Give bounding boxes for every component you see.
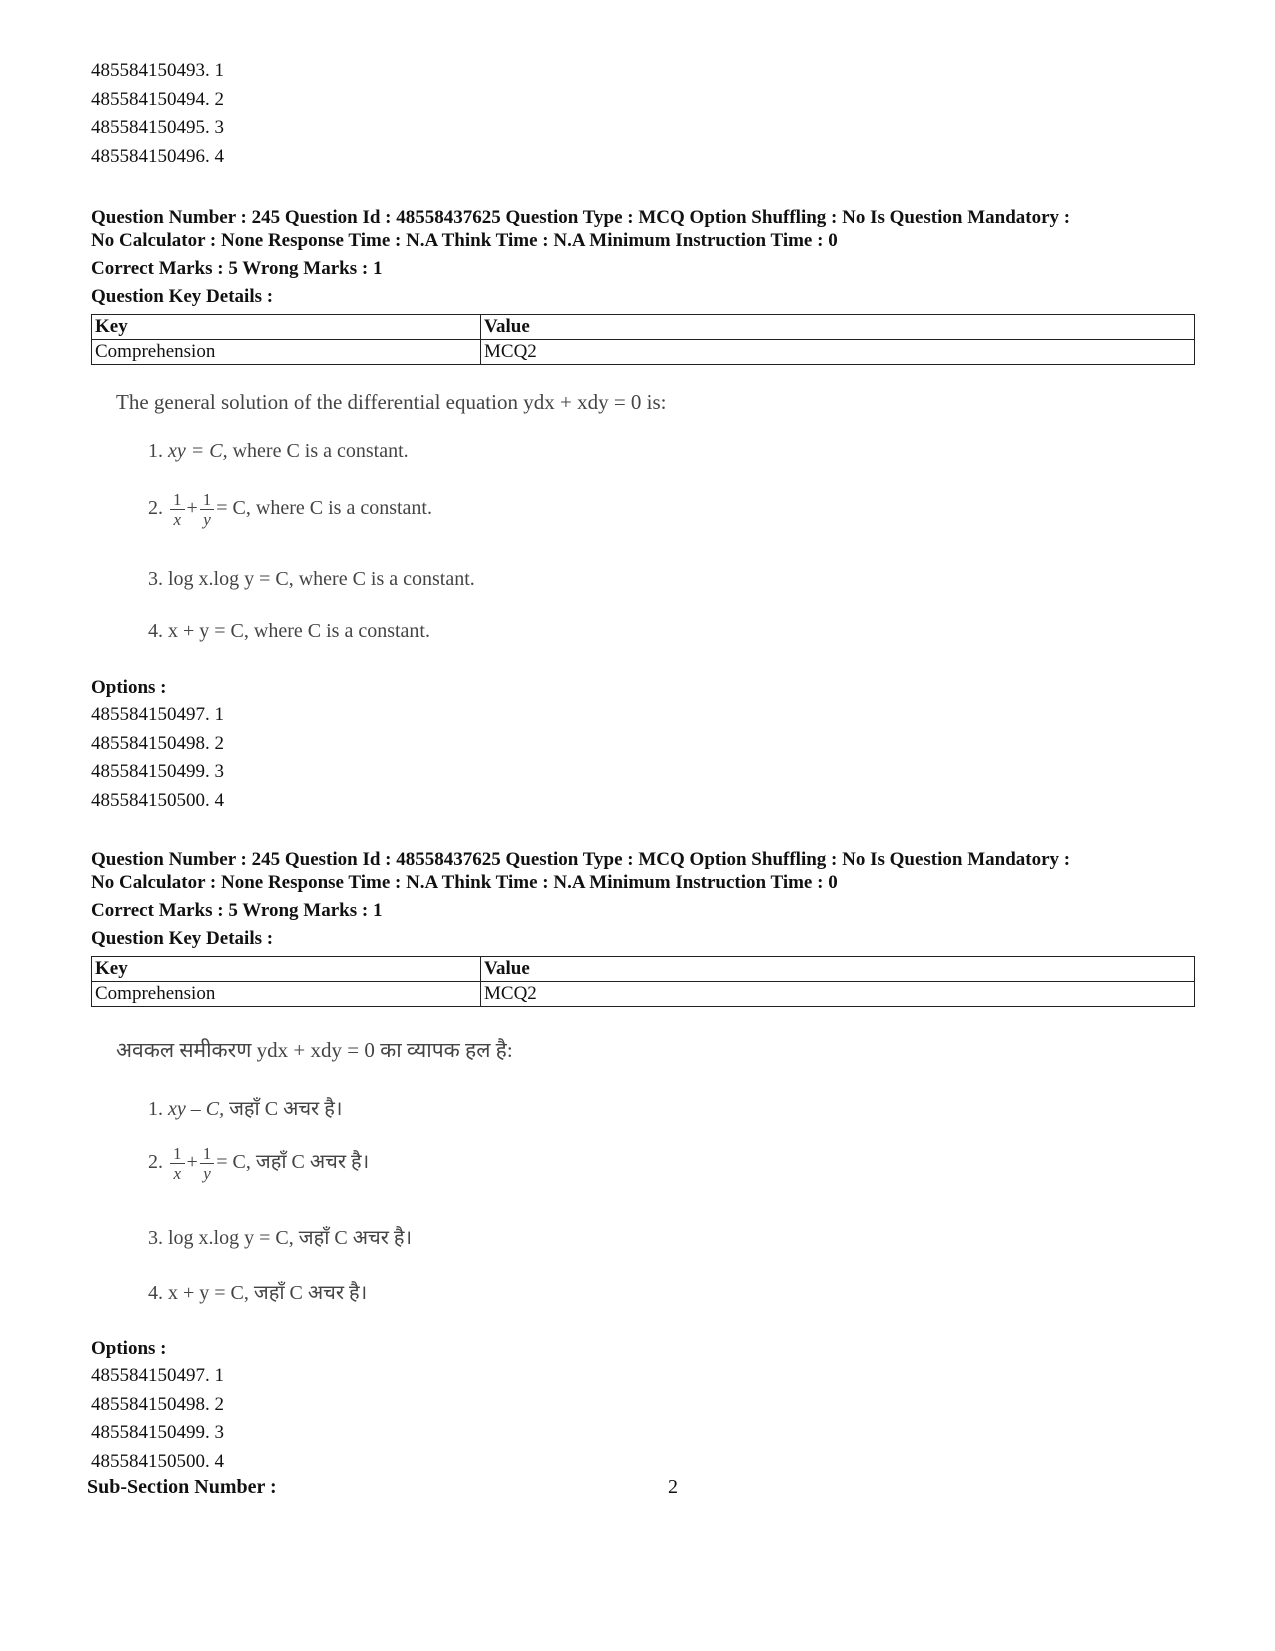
choice-4: 4. x + y = C, जहाँ C अचर है।: [148, 1282, 368, 1304]
choice-2: 2. $\frac{1}{x}$ + $\frac{1}{y}$ = C, जहाँ C अचर है।: [148, 1144, 370, 1183]
choice-1: 1. xy = C, where C is a constant.: [148, 440, 409, 462]
option-item: 485584150497. 1: [91, 1365, 224, 1386]
question-marks: Correct Marks : 5 Wrong Marks : 1: [91, 258, 383, 279]
option-item: 485584150500. 4: [91, 1450, 224, 1472]
question-image: [116, 390, 756, 670]
choice-1: 1. xy – C, जहाँ C अचर है।: [148, 1098, 343, 1120]
question-key-table: [91, 956, 1195, 1007]
table-cell-key: Comprehension: [92, 340, 481, 365]
question-header-line2: No Calculator : None Response Time : N.A Think Time : N.A Minimum Instruction Time : 0: [91, 872, 838, 893]
question-key-details-label: Question Key Details :: [91, 928, 274, 949]
table-header-value: Value: [481, 957, 1195, 982]
question-key-details-label: Question Key Details :: [91, 286, 274, 307]
option-item: 485584150499. 3: [91, 1422, 224, 1443]
choice-3: 3. log x.log y = C, where C is a constant.: [148, 568, 475, 590]
question-header-line1: Question Number : 245 Question Id : 48558437625 Question Type : MCQ Option Shuffling : No Is Question Mandatory :: [91, 207, 1071, 228]
subsection-label: Sub-Section Number :: [87, 1476, 277, 1498]
question-stem: अवकल समीकरण ydx + xdy = 0 का व्यापक हल है:: [116, 1038, 513, 1062]
option-item: 485584150497. 1: [91, 704, 224, 725]
table-cell-key: Comprehension: [92, 982, 481, 1007]
page-number: 2: [668, 1476, 678, 1498]
options-list: [91, 1362, 224, 1476]
table-header-key: Key: [92, 957, 481, 982]
question-header-line1: Question Number : 245 Question Id : 48558437625 Question Type : MCQ Option Shuffling : No Is Question Mandatory :: [91, 849, 1071, 870]
option-item: 485584150495. 3: [91, 117, 224, 138]
option-item: 485584150493. 1: [91, 60, 224, 81]
options-label: Options :: [91, 1338, 167, 1359]
question-header-line2: No Calculator : None Response Time : N.A Think Time : N.A Minimum Instruction Time : 0: [91, 230, 838, 251]
options-label: Options :: [91, 677, 167, 698]
option-item: 485584150494. 2: [91, 88, 224, 110]
choice-2: 2. $\frac{1}{x}$ + $\frac{1}{y}$ = C, where C is a constant.: [148, 490, 432, 529]
table-header-key: Key: [92, 315, 481, 340]
option-item: 485584150500. 4: [91, 789, 224, 811]
top-options-list: [91, 57, 224, 171]
option-item: 485584150498. 2: [91, 732, 224, 754]
table-cell-value: MCQ2: [481, 982, 1195, 1007]
question-image: [116, 1036, 676, 1316]
choice-3: 3. log x.log y = C, जहाँ C अचर है।: [148, 1227, 413, 1249]
option-item: 485584150498. 2: [91, 1393, 224, 1415]
question-stem: The general solution of the differential equation ydx + xdy = 0 is:: [116, 390, 667, 414]
question-marks: Correct Marks : 5 Wrong Marks : 1: [91, 900, 383, 921]
option-item: 485584150496. 4: [91, 145, 224, 167]
choice-4: 4. x + y = C, where C is a constant.: [148, 620, 430, 642]
table-header-value: Value: [481, 315, 1195, 340]
option-item: 485584150499. 3: [91, 761, 224, 782]
options-list: [91, 701, 224, 815]
table-cell-value: MCQ2: [481, 340, 1195, 365]
question-key-table: [91, 314, 1195, 365]
